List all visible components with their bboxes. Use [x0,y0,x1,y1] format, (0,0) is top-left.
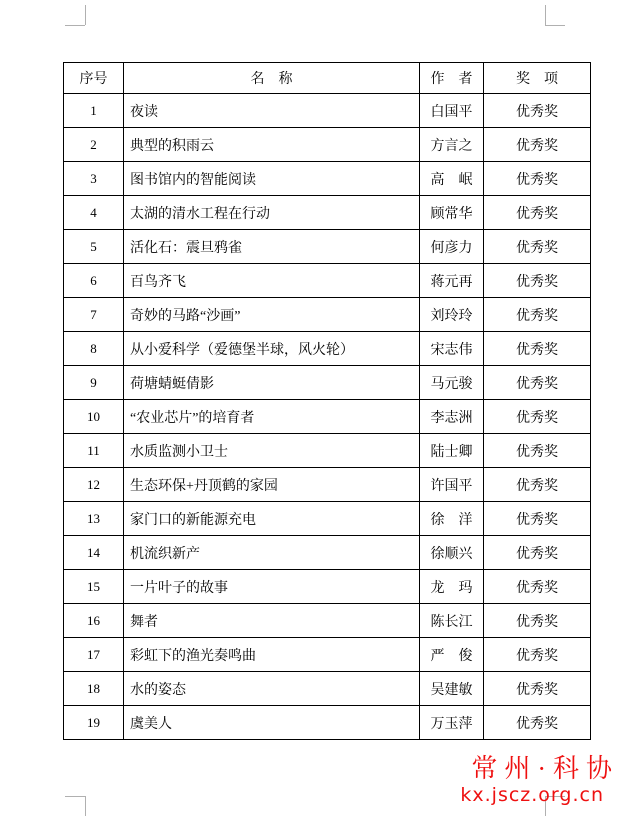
cell-name: 机流织新产 [124,536,420,570]
cell-serial-number: 4 [64,196,124,230]
header-author: 作 者 [420,63,484,94]
cell-award: 优秀奖 [484,366,591,400]
table-row [64,502,591,536]
cell-author: 马元骏 [420,366,484,400]
cell-author: 李志洲 [420,400,484,434]
cell-author: 白国平 [420,94,484,128]
table-row [64,196,591,230]
cell-award: 优秀奖 [484,434,591,468]
cell-serial-number: 11 [64,434,124,468]
cell-name: 太湖的清水工程在行动 [124,196,420,230]
cell-author: 陆士卿 [420,434,484,468]
header-award: 奖 项 [484,63,591,94]
table-header-row [64,63,591,94]
cell-award: 优秀奖 [484,162,591,196]
cell-author: 徐 洋 [420,502,484,536]
cell-author: 蒋元再 [420,264,484,298]
cell-serial-number: 3 [64,162,124,196]
cell-name: 水质监测小卫士 [124,434,420,468]
cell-author: 何彦力 [420,230,484,264]
table-row [64,366,591,400]
cell-serial-number: 8 [64,332,124,366]
cell-name: 虞美人 [124,706,420,740]
cell-award: 优秀奖 [484,196,591,230]
table-row [64,230,591,264]
header-name: 名 称 [124,63,420,94]
cell-name: 夜读 [124,94,420,128]
cell-name: 彩虹下的渔光奏鸣曲 [124,638,420,672]
cell-name: 活化石：震旦鸦雀 [124,230,420,264]
cell-name: 百鸟齐飞 [124,264,420,298]
cell-author: 吴建敏 [420,672,484,706]
crop-mark-top-left [65,25,85,26]
cell-serial-number: 14 [64,536,124,570]
cell-author: 许国平 [420,468,484,502]
cell-award: 优秀奖 [484,128,591,162]
cell-name: 舞者 [124,604,420,638]
crop-mark-top-right [545,5,546,25]
cell-name: 家门口的新能源充电 [124,502,420,536]
cell-award: 优秀奖 [484,230,591,264]
cell-award: 优秀奖 [484,468,591,502]
table-row [64,468,591,502]
cell-name: 荷塘蜻蜓倩影 [124,366,420,400]
cell-award: 优秀奖 [484,638,591,672]
cell-serial-number: 16 [64,604,124,638]
table-row [64,94,591,128]
cell-serial-number: 13 [64,502,124,536]
table-row [64,434,591,468]
cell-serial-number: 10 [64,400,124,434]
cell-serial-number: 17 [64,638,124,672]
table-row [64,162,591,196]
table-row [64,128,591,162]
table-row [64,264,591,298]
cell-name: 从小爱科学（爱德堡半球，风火轮） [124,332,420,366]
cell-serial-number: 6 [64,264,124,298]
table-row [64,536,591,570]
table-row [64,604,591,638]
cell-author: 刘玲玲 [420,298,484,332]
cell-name: 水的姿态 [124,672,420,706]
cell-author: 高 岷 [420,162,484,196]
crop-mark-top-left [85,5,86,25]
cell-author: 徐顺兴 [420,536,484,570]
table-row [64,706,591,740]
table-row [64,400,591,434]
cell-name: 一片叶子的故事 [124,570,420,604]
cell-award: 优秀奖 [484,298,591,332]
table-row [64,570,591,604]
cell-award: 优秀奖 [484,536,591,570]
cell-author: 陈长江 [420,604,484,638]
cell-award: 优秀奖 [484,706,591,740]
cell-serial-number: 2 [64,128,124,162]
cell-name: “农业芯片”的培育者 [124,400,420,434]
crop-mark-bottom-left [85,796,86,816]
cell-award: 优秀奖 [484,94,591,128]
cell-author: 严 俊 [420,638,484,672]
cell-serial-number: 1 [64,94,124,128]
table-row [64,672,591,706]
table-row [64,332,591,366]
cell-award: 优秀奖 [484,502,591,536]
header-serial-number: 序号 [64,63,124,94]
table-row [64,298,591,332]
award-table-body [64,94,591,740]
cell-award: 优秀奖 [484,332,591,366]
cell-author: 万玉萍 [420,706,484,740]
watermark [460,754,619,806]
cell-award: 优秀奖 [484,604,591,638]
watermark-site-url: kx.jscz.org.cn [460,784,604,806]
cell-name: 典型的积雨云 [124,128,420,162]
cell-award: 优秀奖 [484,264,591,298]
table-row [64,638,591,672]
cell-name: 奇妙的马路“沙画” [124,298,420,332]
cell-serial-number: 5 [64,230,124,264]
cell-serial-number: 7 [64,298,124,332]
crop-mark-bottom-left [65,796,85,797]
cell-serial-number: 15 [64,570,124,604]
cell-author: 方言之 [420,128,484,162]
cell-award: 优秀奖 [484,400,591,434]
crop-mark-top-right [545,25,565,26]
cell-author: 顾常华 [420,196,484,230]
cell-author: 龙 玛 [420,570,484,604]
cell-serial-number: 19 [64,706,124,740]
cell-name: 生态环保+丹顶鹤的家园 [124,468,420,502]
award-table [63,62,591,740]
cell-name: 图书馆内的智能阅读 [124,162,420,196]
cell-award: 优秀奖 [484,570,591,604]
watermark-site-name: 常州·科协 [471,754,619,783]
cell-serial-number: 9 [64,366,124,400]
cell-author: 宋志伟 [420,332,484,366]
cell-serial-number: 12 [64,468,124,502]
cell-serial-number: 18 [64,672,124,706]
cell-award: 优秀奖 [484,672,591,706]
